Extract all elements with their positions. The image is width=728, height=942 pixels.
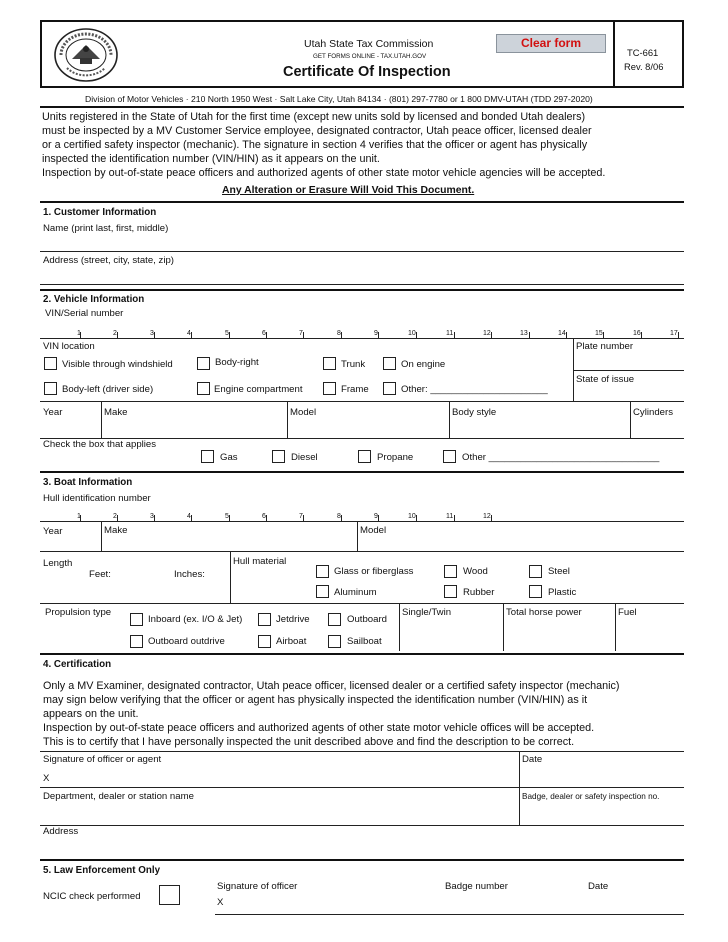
rubber-label: Rubber (463, 587, 495, 598)
vin-separator (529, 332, 530, 338)
hin-digit-label: 9 (374, 513, 378, 520)
hin-digit-label: 3 (150, 513, 154, 520)
divider (357, 521, 358, 551)
vin-separator (117, 332, 118, 338)
sailboat-label: Sailboat (347, 636, 382, 647)
intro-line: must be inspected by a MV Customer Service employee, designated contractor, Utah peace officer, licensed dealer (42, 125, 592, 137)
divider (287, 401, 288, 438)
vin-digit-label: 11 (446, 330, 454, 337)
cert-line: Only a MV Examiner, designated contractor, Utah peace officer, licensed dealer or a certified safety inspector (mechanic) (43, 680, 620, 692)
body-style-label: Body style (452, 407, 497, 418)
hin-digit-label: 10 (408, 513, 416, 520)
hin-digit-label: 4 (187, 513, 191, 520)
vin-separator (678, 332, 679, 338)
rule (40, 859, 684, 861)
vin-separator (566, 332, 567, 338)
outboard-label: Outboard (347, 614, 388, 625)
vehicle-year-label: Year (43, 407, 63, 418)
glass-label: Glass or fiberglass (334, 566, 414, 577)
hin-separator (154, 515, 155, 521)
boat-make-label: Make (104, 525, 128, 536)
hin-separator (266, 515, 267, 521)
ncic-label: NCIC check performed (43, 891, 141, 902)
cert-address-label: Address (43, 826, 79, 837)
boat-model-label: Model (360, 525, 387, 536)
vin-digit-label: 3 (150, 330, 154, 337)
diesel-label: Diesel (291, 452, 318, 463)
gas-label: Gas (220, 452, 238, 463)
cert-line: Inspection by out-of-state peace officers and authorized agents of other state motor vehicle offices will be accepted. (43, 722, 595, 734)
vin-separator (454, 332, 455, 338)
hull-material-label: Hull material (233, 556, 287, 567)
aluminum-label: Aluminum (334, 587, 377, 598)
hin-separator (117, 515, 118, 521)
wood-checkbox[interactable] (444, 565, 457, 578)
vin-digit-label: 15 (595, 330, 603, 337)
horsepower-label: Total horse power (506, 607, 582, 618)
name-field-line[interactable] (40, 251, 684, 252)
state-seal (53, 28, 119, 82)
outboard-outdrive-label: Outboard outdrive (148, 636, 225, 647)
form-number: TC-661 (627, 47, 659, 58)
outboard-checkbox[interactable] (328, 613, 341, 626)
divider (101, 521, 102, 551)
section-law-heading: 5. Law Enforcement Only (43, 865, 161, 876)
hin-separator (454, 515, 455, 521)
vin-digit-label: 12 (483, 330, 491, 337)
intro-line: Units registered in the State of Utah for the first time (except new units sold by licensed and bonded Utah dealers) (42, 111, 586, 123)
divider (449, 401, 450, 438)
hin-baseline (40, 521, 684, 522)
hin-digit-label: 8 (337, 513, 341, 520)
windshield-label: Visible through windshield (62, 359, 173, 370)
propane-checkbox[interactable] (358, 450, 371, 463)
form-revision: Rev. 8/06 (624, 61, 664, 72)
law-date-label: Date (588, 881, 609, 892)
airboat-checkbox[interactable] (258, 635, 271, 648)
cert-date-label: Date (522, 754, 543, 765)
engine-compartment-checkbox[interactable] (197, 382, 210, 395)
rule (40, 653, 684, 655)
rule (40, 106, 684, 108)
diesel-checkbox[interactable] (272, 450, 285, 463)
vin-separator (378, 332, 379, 338)
boat-fuel-label: Fuel (618, 607, 637, 618)
hin-digit-label: 6 (262, 513, 266, 520)
trunk-label: Trunk (341, 359, 366, 370)
vin-separator (341, 332, 342, 338)
hin-digit-label: 5 (225, 513, 229, 520)
engine-compartment-label: Engine compartment (214, 384, 303, 395)
vin-separator (416, 332, 417, 338)
frame-checkbox[interactable] (323, 382, 336, 395)
feet-label: Feet: (89, 569, 111, 580)
vin-separator (491, 332, 492, 338)
inboard-label: Inboard (ex. I/O & Jet) (148, 614, 243, 625)
hin-digit-label: 12 (483, 513, 491, 520)
rule (40, 289, 684, 291)
plastic-checkbox[interactable] (529, 585, 542, 598)
intro-line: inspected the identification number (VIN/HIN) as it appears on the unit. (42, 153, 380, 165)
steel-label: Steel (548, 566, 570, 577)
vin-digit-label: 6 (262, 330, 266, 337)
plate-field-line[interactable] (573, 370, 684, 371)
on-engine-label: On engine (401, 359, 446, 370)
section-boat-heading: 3. Boat Information (43, 477, 133, 488)
wood-label: Wood (463, 566, 488, 577)
signature-x-mark: X (43, 773, 50, 784)
section-certification-heading: 4. Certification (43, 659, 112, 670)
section-customer-heading: 1. Customer Information (43, 207, 157, 218)
body-left-checkbox[interactable] (44, 382, 57, 395)
vin-digit-label: 13 (520, 330, 528, 337)
state-of-issue-label: State of issue (576, 374, 635, 385)
vehicle-model-label: Model (290, 407, 317, 418)
vin-digit-label: 1 (77, 330, 81, 337)
vin-digit-label: 17 (670, 330, 678, 337)
alteration-warning: Any Alteration or Erasure Will Void This Document. (222, 185, 475, 196)
rule (40, 603, 684, 604)
body-right-label: Body-right (215, 357, 259, 368)
other-location-label[interactable]: Other: ______________________ (401, 384, 548, 395)
divider (399, 603, 400, 651)
divider (101, 401, 102, 438)
hin-separator (229, 515, 230, 521)
ncic-checkbox[interactable] (159, 885, 180, 905)
inboard-checkbox[interactable] (130, 613, 143, 626)
hin-digit-label: 2 (113, 513, 117, 520)
body-right-checkbox[interactable] (197, 357, 210, 370)
vin-digit-label: 16 (633, 330, 641, 337)
jetdrive-label: Jetdrive (276, 614, 310, 625)
vin-separator (80, 332, 81, 338)
outboard-outdrive-checkbox[interactable] (130, 635, 143, 648)
signature-field-line[interactable] (40, 787, 684, 788)
vin-digit-label: 8 (337, 330, 341, 337)
intro-line: Inspection by out-of-state peace officers and authorized agents of other state motor vehicle agencies will be accepted. (42, 167, 606, 179)
other-fuel-checkbox[interactable] (443, 450, 456, 463)
vin-separator (641, 332, 642, 338)
cert-line: may sign below verifying that the officer or agent has physically inspected the identification number (VIN/HIN) as it (43, 694, 588, 706)
rule (40, 201, 684, 203)
vin-location-label: VIN location (43, 341, 95, 352)
body-left-label: Body-left (driver side) (62, 384, 154, 395)
gas-checkbox[interactable] (201, 450, 214, 463)
divider (630, 401, 631, 438)
vin-digit-label: 5 (225, 330, 229, 337)
hin-separator (378, 515, 379, 521)
vin-label: VIN/Serial number (45, 308, 124, 319)
hin-separator (80, 515, 81, 521)
name-label: Name (print last, first, middle) (43, 223, 169, 234)
rubber-checkbox[interactable] (444, 585, 457, 598)
vin-digit-label: 7 (299, 330, 303, 337)
vin-digit-label: 10 (408, 330, 416, 337)
hin-digit-label: 1 (77, 513, 81, 520)
badge-dealer-label: Badge, dealer or safety inspection no. (522, 792, 660, 801)
cert-line: This is to certify that I have personally inspected the unit described above and find the description to be correct. (43, 736, 575, 748)
plastic-label: Plastic (548, 587, 577, 598)
boat-year-label: Year (43, 526, 63, 537)
rule (40, 471, 684, 473)
cylinders-label: Cylinders (633, 407, 673, 418)
officer-signature-label: Signature of officer (217, 881, 298, 892)
signature-label: Signature of officer or agent (43, 754, 162, 765)
vehicle-make-label: Make (104, 407, 128, 418)
header-divider (613, 20, 615, 88)
vin-separator (229, 332, 230, 338)
divider (230, 551, 231, 603)
address-field-line[interactable] (40, 284, 684, 285)
rule (40, 751, 684, 752)
trunk-checkbox[interactable] (323, 357, 336, 370)
vin-separator (303, 332, 304, 338)
propulsion-label: Propulsion type (45, 607, 112, 618)
frame-label: Frame (341, 384, 369, 395)
airboat-label: Airboat (276, 636, 307, 647)
on-engine-checkbox[interactable] (383, 357, 396, 370)
department-label: Department, dealer or station name (43, 791, 194, 802)
hin-separator (491, 515, 492, 521)
hin-separator (341, 515, 342, 521)
rule (40, 401, 684, 402)
length-label: Length (43, 558, 73, 569)
department-field-line[interactable] (40, 825, 684, 826)
divider (615, 603, 616, 651)
vin-separator (191, 332, 192, 338)
sailboat-checkbox[interactable] (328, 635, 341, 648)
hin-separator (416, 515, 417, 521)
vin-separator (266, 332, 267, 338)
agency-name: Utah State Tax Commission (304, 38, 434, 50)
inches-label: Inches: (174, 569, 205, 580)
intro-line: or a certified safety inspector (mechanic). The signature in section 4 verifies that the officer or agent has physically (42, 139, 588, 151)
form-title: Certificate Of Inspection (283, 64, 451, 80)
divider (519, 751, 520, 825)
hin-digit-label: 7 (299, 513, 303, 520)
section-vehicle-heading: 2. Vehicle Information (43, 294, 145, 305)
address-label: Address (street, city, state, zip) (43, 255, 174, 266)
propane-label: Propane (377, 452, 414, 463)
badge-number-label: Badge number (445, 881, 508, 892)
hin-label: Hull identification number (43, 493, 151, 504)
online-forms-note: GET FORMS ONLINE - TAX.UTAH.GOV (313, 53, 427, 60)
vin-digit-label: 4 (187, 330, 191, 337)
dmv-address: Division of Motor Vehicles · 210 North 1950 West · Salt Lake City, Utah 84134 · (801) 297-7780 or 1 800 DMV-UTAH (TDD 297-2020) (85, 94, 593, 104)
hin-separator (191, 515, 192, 521)
plate-number-label: Plate number (576, 341, 634, 352)
hin-separator (303, 515, 304, 521)
rule (40, 551, 684, 552)
divider (503, 603, 504, 651)
aluminum-checkbox[interactable] (316, 585, 329, 598)
law-signature-line[interactable] (215, 914, 684, 915)
steel-checkbox[interactable] (529, 565, 542, 578)
other-location-checkbox[interactable] (383, 382, 396, 395)
cert-line: appears on the unit. (43, 708, 139, 720)
officer-x-mark: X (217, 897, 224, 908)
clear-form-button[interactable]: Clear form (496, 34, 606, 53)
single-twin-label: Single/Twin (402, 607, 452, 618)
vin-digit-label: 9 (374, 330, 378, 337)
vin-digit-label: 2 (113, 330, 117, 337)
vin-baseline (40, 338, 684, 339)
vin-separator (603, 332, 604, 338)
hin-digit-label: 11 (446, 513, 454, 520)
check-box-instruction: Check the box that applies (43, 439, 157, 450)
jetdrive-checkbox[interactable] (258, 613, 271, 626)
other-fuel-label[interactable]: Other ________________________________ (462, 452, 660, 463)
vin-separator (154, 332, 155, 338)
vin-digit-label: 14 (558, 330, 566, 337)
glass-checkbox[interactable] (316, 565, 329, 578)
windshield-checkbox[interactable] (44, 357, 57, 370)
